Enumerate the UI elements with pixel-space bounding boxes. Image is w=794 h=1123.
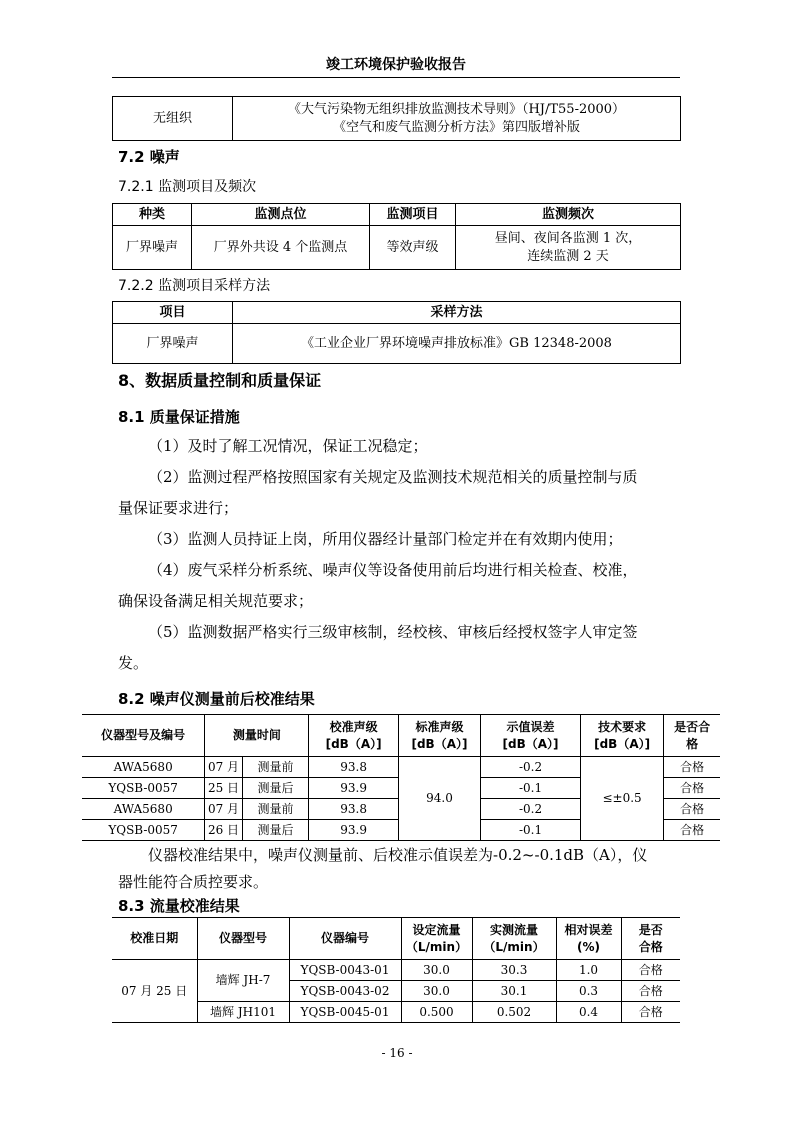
actual-cell: 30.1 <box>472 981 556 1002</box>
measure-4a: （4）废气采样分析系统、噪声仪等设备使用前后均进行相关检查、校准， <box>148 561 638 579</box>
measure-4b: 确保设备满足相关规范要求； <box>118 592 314 610</box>
code-cell: YQSB-0057 <box>82 820 205 841</box>
cal-cell: 93.8 <box>309 799 399 820</box>
err-cell: -0.1 <box>481 778 581 799</box>
section-8-3-title: 8.3 流量校准结果 <box>118 897 240 915</box>
section-8-2-title: 8.2 噪声仪测量前后校准结果 <box>118 690 315 708</box>
cal-cell: 93.9 <box>309 778 399 799</box>
monitoring-frequency-table <box>112 203 681 270</box>
ok-cell: 合格 <box>664 820 720 841</box>
rel-header-1: 相对误差 <box>564 923 613 938</box>
model-cell: AWA5680 <box>82 799 205 820</box>
ok-header-1: 是否合 <box>674 720 711 735</box>
std-header-2: [dB（A）] <box>411 736 468 751</box>
cal-cell: 93.8 <box>309 757 399 778</box>
err-header-2: [dB（A）] <box>502 736 559 751</box>
freq-line-2: 连续监测 2 天 <box>527 248 609 264</box>
req-header-1: 技术要求 <box>598 720 647 735</box>
model-cell: 墙辉 JH-7 <box>197 960 289 1002</box>
set-header-1: 设定流量 <box>412 923 461 938</box>
section-8-title: 8、数据质量控制和质量保证 <box>118 371 322 390</box>
std-header-1: 标准声级 <box>415 720 464 735</box>
col-date: 校准日期 <box>112 918 197 960</box>
cell-item: 等效声级 <box>370 226 456 270</box>
quality-measures <box>118 431 674 679</box>
calibration-note <box>118 840 674 898</box>
code-cell: YQSB-0057 <box>82 778 205 799</box>
flow-calibration-table <box>112 917 680 1023</box>
category-cell: 无组织 <box>113 97 233 141</box>
col-set <box>401 918 472 960</box>
col-type: 种类 <box>113 204 192 226</box>
cell-type: 厂界噪声 <box>113 226 192 270</box>
req-cell: ≤±0.5 <box>580 757 663 841</box>
col-item: 监测项目 <box>370 204 456 226</box>
actual-header-1: 实测流量 <box>489 923 538 938</box>
col-model: 仪器型号 <box>197 918 289 960</box>
actual-header-2: （L/min） <box>483 939 545 954</box>
phase-cell: 测量后 <box>242 778 309 799</box>
noise-calibration-table <box>82 714 720 841</box>
section-7-2-title: 7.2 噪声 <box>118 148 180 166</box>
set-cell: 30.0 <box>401 981 472 1002</box>
date-cell: 07 月 25 日 <box>112 960 197 1023</box>
method-line-2: 《空气和废气监测分析方法》第四版增补版 <box>332 119 580 135</box>
cal-cell: 93.9 <box>309 820 399 841</box>
method-line-1: 《大气污染物无组织排放监测技术导则》（HJ/T55-2000） <box>287 101 626 117</box>
cal-header-2: [dB（A）] <box>325 736 382 751</box>
err-cell: -0.1 <box>481 820 581 841</box>
model-cell: 墙辉 JH101 <box>197 1002 289 1023</box>
col-code: 仪器编号 <box>289 918 401 960</box>
col-ok <box>664 715 720 757</box>
model-cell: AWA5680 <box>82 757 205 778</box>
col-freq: 监测频次 <box>456 204 681 226</box>
req-header-2: [dB（A）] <box>594 736 651 751</box>
col-method: 采样方法 <box>233 302 681 324</box>
col-project: 项目 <box>113 302 233 324</box>
sampling-method-table <box>112 301 681 364</box>
note-line-1: 仪器校准结果中，噪声仪测量前、后校准示值误差为-0.2~-0.1dB（A），仪 <box>148 846 648 864</box>
top-method-table <box>112 96 681 141</box>
measure-3: （3）监测人员持证上岗，所用仪器经计量部门检定并在有效期内使用； <box>148 530 623 548</box>
method-cell <box>233 97 681 141</box>
month-cell: 07 月 <box>205 757 242 778</box>
measure-2b: 量保证要求进行； <box>118 499 239 517</box>
day-cell: 25 日 <box>205 778 242 799</box>
page-number: - 16 - <box>381 1046 413 1060</box>
cal-header-1: 校准声级 <box>329 720 378 735</box>
col-model: 仪器型号及编号 <box>82 715 205 757</box>
code-cell: YQSB-0043-01 <box>289 960 401 981</box>
note-line-2: 器性能符合质控要求。 <box>118 873 269 891</box>
phase-cell: 测量前 <box>242 757 309 778</box>
day-cell: 26 日 <box>205 820 242 841</box>
rel-cell: 0.3 <box>556 981 621 1002</box>
ok-header-2: 格 <box>686 736 699 751</box>
ok-cell: 合格 <box>621 960 680 981</box>
code-cell: YQSB-0043-02 <box>289 981 401 1002</box>
rel-cell: 1.0 <box>556 960 621 981</box>
col-std <box>398 715 480 757</box>
measure-5b: 发。 <box>118 654 149 672</box>
actual-cell: 0.502 <box>472 1002 556 1023</box>
err-header-1: 示值误差 <box>506 720 555 735</box>
section-7-2-1-title: 7.2.1 监测项目及频次 <box>118 179 257 195</box>
measure-1: （1）及时了解工况情况，保证工况稳定； <box>148 437 428 455</box>
col-rel <box>556 918 621 960</box>
section-8-1-title: 8.1 质量保证措施 <box>118 408 240 426</box>
ok-header-1: 是否 <box>638 923 663 938</box>
set-cell: 0.500 <box>401 1002 472 1023</box>
std-cell: 94.0 <box>398 757 480 841</box>
phase-cell: 测量前 <box>242 799 309 820</box>
page-header-title: 竣工环境保护验收报告 <box>326 57 466 73</box>
ok-cell: 合格 <box>664 778 720 799</box>
section-7-2-2-title: 7.2.2 监测项目采样方法 <box>118 278 271 294</box>
col-cal <box>309 715 399 757</box>
col-err <box>481 715 581 757</box>
cell-method: 《工业企业厂界环境噪声排放标准》GB 12348-2008 <box>233 324 681 364</box>
measure-2a: （2）监测过程严格按照国家有关规定及监测技术规范相关的质量控制与质 <box>148 468 638 486</box>
ok-header-2: 合格 <box>638 939 663 954</box>
ok-cell: 合格 <box>664 757 720 778</box>
set-cell: 30.0 <box>401 960 472 981</box>
ok-cell: 合格 <box>621 1002 680 1023</box>
err-cell: -0.2 <box>481 799 581 820</box>
cell-project: 厂界噪声 <box>113 324 233 364</box>
ok-cell: 合格 <box>621 981 680 1002</box>
rel-cell: 0.4 <box>556 1002 621 1023</box>
col-time: 测量时间 <box>205 715 309 757</box>
col-req <box>580 715 663 757</box>
col-points: 监测点位 <box>192 204 370 226</box>
col-actual <box>472 918 556 960</box>
err-cell: -0.2 <box>481 757 581 778</box>
measure-5a: （5）监测数据严格实行三级审核制，经校核、审核后经授权签字人审定签 <box>148 623 638 641</box>
cell-freq <box>456 226 681 270</box>
code-cell: YQSB-0045-01 <box>289 1002 401 1023</box>
month-cell: 07 月 <box>205 799 242 820</box>
col-ok <box>621 918 680 960</box>
set-header-2: （L/min） <box>405 939 468 954</box>
freq-line-1: 昼间、夜间各监测 1 次， <box>494 230 642 246</box>
phase-cell: 测量后 <box>242 820 309 841</box>
rel-header-2: (%) <box>577 939 600 954</box>
actual-cell: 30.3 <box>472 960 556 981</box>
header-rule <box>112 77 680 78</box>
ok-cell: 合格 <box>664 799 720 820</box>
cell-points: 厂界外共设 4 个监测点 <box>192 226 370 270</box>
